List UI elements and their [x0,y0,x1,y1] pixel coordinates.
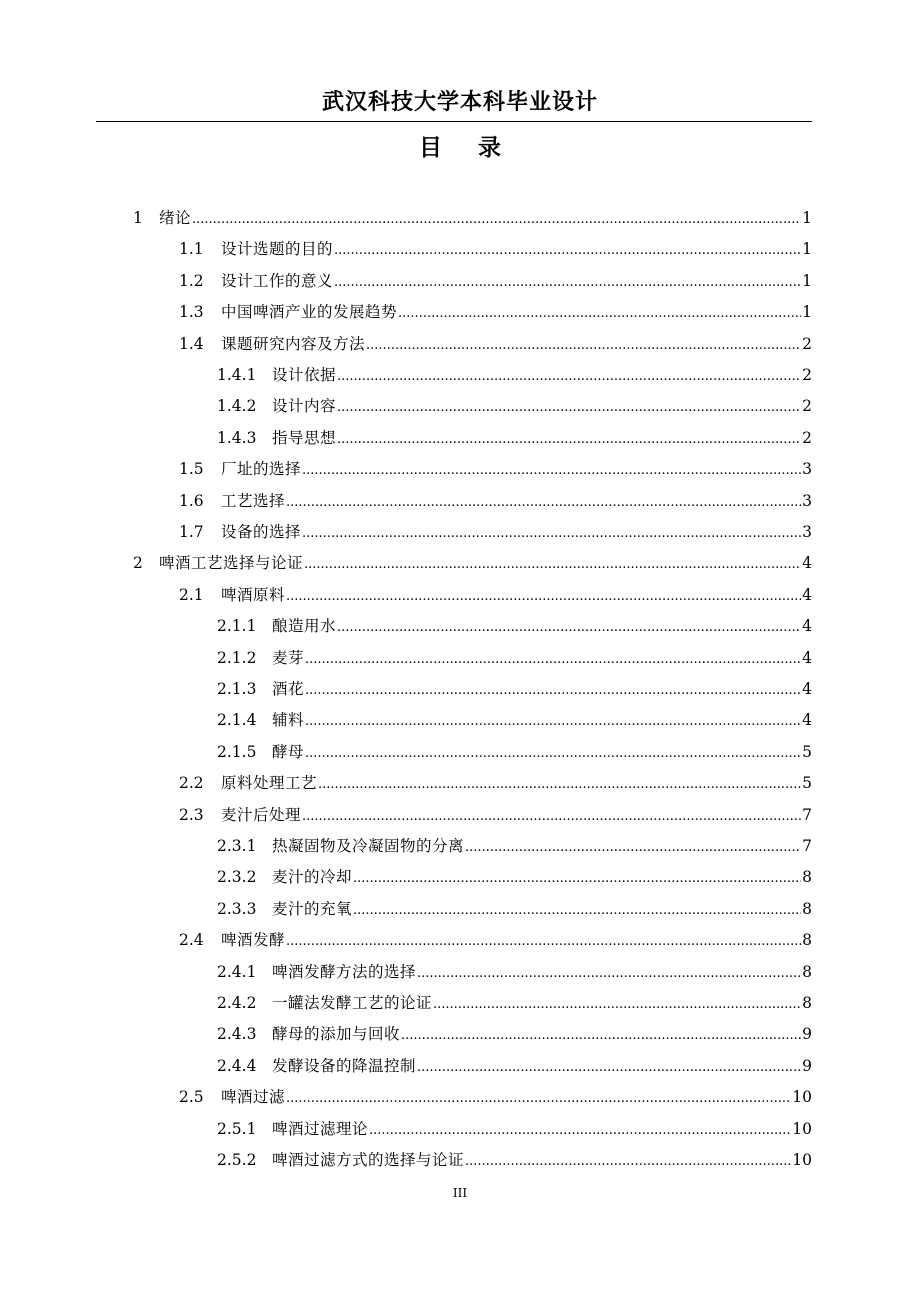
toc-entry-page: 10 [792,1151,812,1169]
toc-entry-number: 2.3.3 [217,899,257,918]
toc-entry-number: 1.1 [179,240,204,259]
toc-entry-page: 4 [802,680,812,698]
toc-entry[interactable] [217,865,812,889]
toc-entry-title: 课题研究内容及方法 [221,334,366,353]
toc-dot-leader [334,271,801,295]
toc-dot-leader [286,1087,791,1111]
toc-entry-number: 2.1.2 [217,648,257,667]
toc-entry-page: 4 [802,711,812,730]
toc-entry-number: 2.5.1 [217,1119,257,1138]
toc-entry-title: 原料处理工艺 [221,774,318,793]
toc-dot-leader [318,773,801,797]
toc-entry-number: 2.4 [179,931,204,950]
toc-dot-leader [337,365,801,389]
toc-entry-page: 8 [802,899,812,918]
toc-entry-title: 麦芽 [272,648,305,667]
toc-entry[interactable] [179,489,812,513]
toc-entry-title: 啤酒过滤理论 [272,1119,369,1138]
toc-entry-number: 1.4.3 [217,428,257,447]
toc-dot-leader [302,459,801,483]
toc-entry-number: 1.5 [179,460,204,479]
toc-dot-leader [353,899,801,923]
toc-entry[interactable] [179,237,812,261]
toc-entry-number: 2.3 [179,805,204,824]
toc-entry-number: 2.3.1 [217,837,257,855]
toc-entry[interactable] [217,960,812,984]
toc-entry-page: 8 [802,868,812,887]
toc-entry[interactable] [179,457,812,481]
toc-dot-leader [192,208,801,232]
toc-dot-leader [398,302,801,326]
toc-dot-leader [433,993,801,1017]
toc-dot-leader [286,585,801,609]
toc-entry-title: 啤酒发酵 [221,931,286,950]
toc-entry[interactable] [217,646,812,670]
toc-entry-number: 1.6 [179,491,204,510]
toc-entry-title: 厂址的选择 [221,460,302,479]
toc-entry-title: 设计依据 [272,366,337,384]
toc-entry[interactable] [179,928,812,952]
toc-entry-page: 1 [802,209,812,227]
toc-entry[interactable] [179,583,812,607]
toc-entry-number: 2.2 [179,774,204,793]
toc-entry-page: 4 [802,554,812,573]
toc-entry-page: 7 [802,805,812,824]
toc-entry-title: 酵母的添加与回收 [272,1025,401,1044]
toc-entry-page: 2 [802,366,812,384]
toc-entry-title: 啤酒过滤方式的选择与论证 [272,1151,465,1169]
toc-entry-page: 5 [802,742,812,761]
toc-entry-title: 酿造用水 [272,617,337,636]
toc-entry-number: 1.2 [179,271,204,290]
toc-entry[interactable] [179,1085,812,1109]
toc-entry-page: 9 [802,1056,812,1075]
toc-entry-number: 2.1.4 [217,711,257,730]
toc-entry-title: 辅料 [272,711,305,730]
toc-dot-leader [465,836,801,860]
toc-entry-number: 2.4.4 [217,1056,257,1075]
toc-entry-title: 发酵设备的降温控制 [272,1056,417,1075]
toc-entry-title: 设备的选择 [221,523,302,541]
toc-entry-page: 8 [802,931,812,950]
toc-entry[interactable] [179,771,812,795]
toc-entry-title: 工艺选择 [221,491,286,510]
toc-entry[interactable] [217,834,812,858]
toc-dot-leader [353,867,801,891]
toc-heading: 目 录 [418,135,501,161]
toc-entry[interactable] [179,520,812,544]
toc-dot-leader [417,1056,801,1080]
toc-entry-number: 2.3.2 [217,868,257,887]
toc-entry-page: 1 [802,271,812,290]
toc-dot-leader [337,616,801,640]
header-divider [96,121,812,122]
toc-dot-leader [305,679,801,703]
toc-entry[interactable] [133,551,812,575]
toc-entry[interactable] [217,426,812,450]
toc-entry-page: 1 [802,240,812,259]
toc-entry-page: 2 [802,334,812,353]
toc-entry-title: 麦汁的冷却 [272,868,353,887]
toc-entry-number: 1.4.2 [217,397,257,416]
toc-dot-leader [337,396,801,420]
toc-entry-title: 啤酒发酵方法的选择 [272,962,417,981]
toc-dot-leader [305,742,801,766]
toc-entry[interactable] [179,332,812,356]
toc-entry-title: 一罐法发酵工艺的论证 [272,994,433,1012]
toc-entry-page: 2 [802,428,812,447]
toc-entry-title: 中国啤酒产业的发展趋势 [221,303,398,322]
toc-entry-page: 3 [802,460,812,479]
toc-entry-title: 设计工作的意义 [221,271,334,290]
toc-entry-number: 2.1.1 [217,617,257,636]
toc-entry[interactable] [217,1117,812,1141]
toc-entry-number: 2.1.3 [217,680,257,698]
toc-entry-number: 2.5 [179,1088,204,1107]
toc-entry[interactable] [217,991,812,1015]
toc-dot-leader [334,239,801,263]
toc-dot-leader [304,553,801,577]
toc-entry[interactable] [217,708,812,732]
toc-entry-number: 2 [133,554,143,573]
toc-entry-number: 2.4.3 [217,1025,257,1044]
toc-entry-page: 7 [802,837,812,855]
toc-entry-number: 1.4.1 [217,366,257,384]
toc-entry-title: 设计内容 [272,397,337,416]
toc-entry-page: 10 [792,1119,812,1138]
toc-dot-leader [465,1150,791,1174]
toc-entry-title: 麦汁的充氧 [272,899,353,918]
toc-dot-leader [417,962,801,986]
toc-entry-page: 5 [802,774,812,793]
toc-entry[interactable] [217,363,812,387]
page-number: III [452,1186,468,1200]
toc-entry[interactable] [217,1054,812,1078]
toc-entry[interactable] [217,677,812,701]
toc-entry-number: 1.3 [179,303,204,322]
document-header-title: 武汉科技大学本科毕业设计 [321,90,598,115]
toc-entry-page: 4 [802,585,812,604]
toc-entry-title: 绪论 [159,209,192,227]
toc-entry[interactable] [179,803,812,827]
toc-entry-number: 1 [133,209,143,227]
toc-entry-number: 2.1 [179,585,204,604]
toc-entry-page: 3 [802,491,812,510]
toc-dot-leader [369,1119,791,1143]
toc-entry-title: 啤酒原料 [221,585,286,604]
toc-entry-number: 2.4.1 [217,962,257,981]
toc-dot-leader [366,334,801,358]
toc-entry-number: 1.7 [179,523,204,541]
toc-entry-page: 4 [802,648,812,667]
toc-entry-title: 指导思想 [272,428,337,447]
toc-entry[interactable] [217,614,812,638]
toc-entry[interactable] [217,1022,812,1046]
toc-entry-page: 3 [802,523,812,541]
toc-entry[interactable] [217,1148,812,1172]
toc-entry-title: 热凝固物及冷凝固物的分离 [272,837,465,855]
toc-entry-title: 酵母 [272,742,305,761]
toc-entry-title: 啤酒工艺选择与论证 [159,554,304,573]
toc-entry-number: 2.5.2 [217,1151,257,1169]
toc-entry-page: 8 [802,962,812,981]
toc-entry[interactable] [179,269,812,293]
toc-entry-number: 1.4 [179,334,204,353]
toc-entry-page: 8 [802,994,812,1012]
toc-dot-leader [286,930,801,954]
toc-entry-title: 设计选题的目的 [221,240,334,259]
toc-dot-leader [337,428,801,452]
toc-entry-title: 麦汁后处理 [221,805,302,824]
toc-dot-leader [305,648,801,672]
toc-entry-page: 10 [792,1088,812,1107]
toc-entry-page: 9 [802,1025,812,1044]
toc-entry-title: 酒花 [272,680,305,698]
toc-entry[interactable] [217,897,812,921]
toc-entry-page: 1 [802,303,812,322]
toc-entry[interactable] [217,394,812,418]
toc-entry[interactable] [179,300,812,324]
toc-dot-leader [302,805,801,829]
toc-entry[interactable] [133,206,812,230]
toc-dot-leader [302,522,801,546]
toc-entry-number: 2.4.2 [217,994,257,1012]
toc-entry-page: 2 [802,397,812,416]
toc-entry-title: 啤酒过滤 [221,1088,286,1107]
toc-dot-leader [401,1024,801,1048]
toc-entry-page: 4 [802,617,812,636]
toc-dot-leader [286,491,801,515]
toc-dot-leader [305,710,801,734]
toc-entry[interactable] [217,740,812,764]
toc-entry-number: 2.1.5 [217,742,257,761]
